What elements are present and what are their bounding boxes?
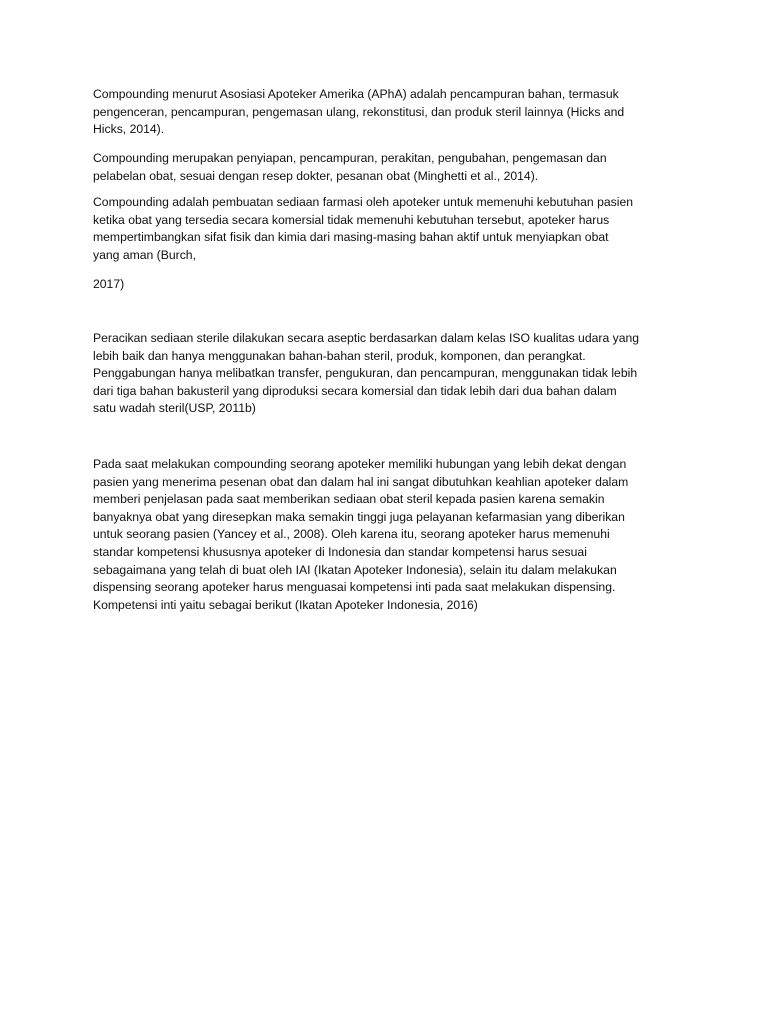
text-line: yang aman (Burch, (93, 247, 196, 262)
text-line: pasien yang menerima pesenan obat dan dalam hal ini sangat dibutuhkan keahlian apoteker dalam (93, 474, 629, 489)
text-line: pelabelan obat, sesuai dengan resep dokter, pesanan obat (Minghetti et al., 2014). (93, 168, 539, 183)
text-line: memberi penjelasan pada saat memberikan sediaan obat steril kepada pasien karena semakin (93, 492, 605, 507)
text-line: standar kompetensi khususnya apoteker di Indonesia dan standar kompetensi harus sesuai (93, 544, 587, 559)
text-line: Hicks, 2014). (93, 122, 165, 137)
text-line: ketika obat yang tersedia secara komersial tidak memenuhi kebutuhan tersebut, apoteker harus (93, 212, 610, 227)
paragraph-pharmacist-competence (93, 456, 683, 614)
text-line: sebagaimana yang telah di buat oleh IAI (Ikatan Apoteker Indonesia), selain itu dalam melakukan (93, 562, 617, 577)
text-line: pengenceran, pencampuran, pengemasan ulang, rekonstitusi, dan produk steril lainnya (Hicks and (93, 104, 625, 119)
paragraph-compounding-definition (93, 150, 683, 185)
text-line: 2017) (93, 277, 125, 291)
text-line: mempertimbangkan sifat fisik dan kimia dari masing-masing bahan aktif untuk menyiapkan obat (93, 230, 609, 245)
text-line: Compounding adalah pembuatan sediaan farmasi oleh apoteker untuk memenuhi kebutuhan pasien (93, 195, 634, 209)
paragraph-citation-year (93, 276, 683, 294)
text-line: banyaknya obat yang diresepkan maka semakin tinggi juga pelayanan kefarmasian yang diberikan (93, 509, 625, 524)
text-line: Peracikan sediaan sterile dilakukan secara aseptic berdasarkan dalam kelas ISO kualitas udara yang (93, 331, 640, 345)
text-line: Compounding menurut Asosiasi Apoteker Amerika (APhA) adalah pencampuran bahan, termasuk (93, 87, 619, 101)
paragraph-sterile-preparation (93, 330, 683, 418)
text-line: Compounding merupakan penyiapan, pencampuran, perakitan, pengubahan, pengemasan dan (93, 151, 607, 165)
text-line: Kompetensi inti yaitu sebagai berikut (Ikatan Apoteker Indonesia, 2016) (93, 597, 478, 612)
text-line: dispensing seorang apoteker harus menguasai kompetensi inti pada saat melakukan dispensing. (93, 580, 616, 595)
text-line: Penggabungan hanya melibatkan transfer, pengukuran, dan pencampuran, menggunakan tidak lebih (93, 366, 638, 381)
text-line: dari tiga bahan bakusteril yang diproduksi secara komersial dan tidak lebih dari dua bahan dalam (93, 383, 617, 398)
text-line: satu wadah steril(USP, 2011b) (93, 401, 256, 416)
text-line: untuk seorang pasien (Yancey et al., 2008). Oleh karena itu, seorang apoteker harus memenuhi (93, 527, 610, 542)
paragraph-compounding-purpose (93, 194, 683, 264)
text-line: Pada saat melakukan compounding seorang apoteker memiliki hubungan yang lebih dekat dengan (93, 457, 627, 471)
paragraph-compounding-apha (93, 86, 683, 139)
text-line: lebih baik dan hanya menggunakan bahan-bahan steril, produk, komponen, dan perangkat. (93, 348, 586, 363)
